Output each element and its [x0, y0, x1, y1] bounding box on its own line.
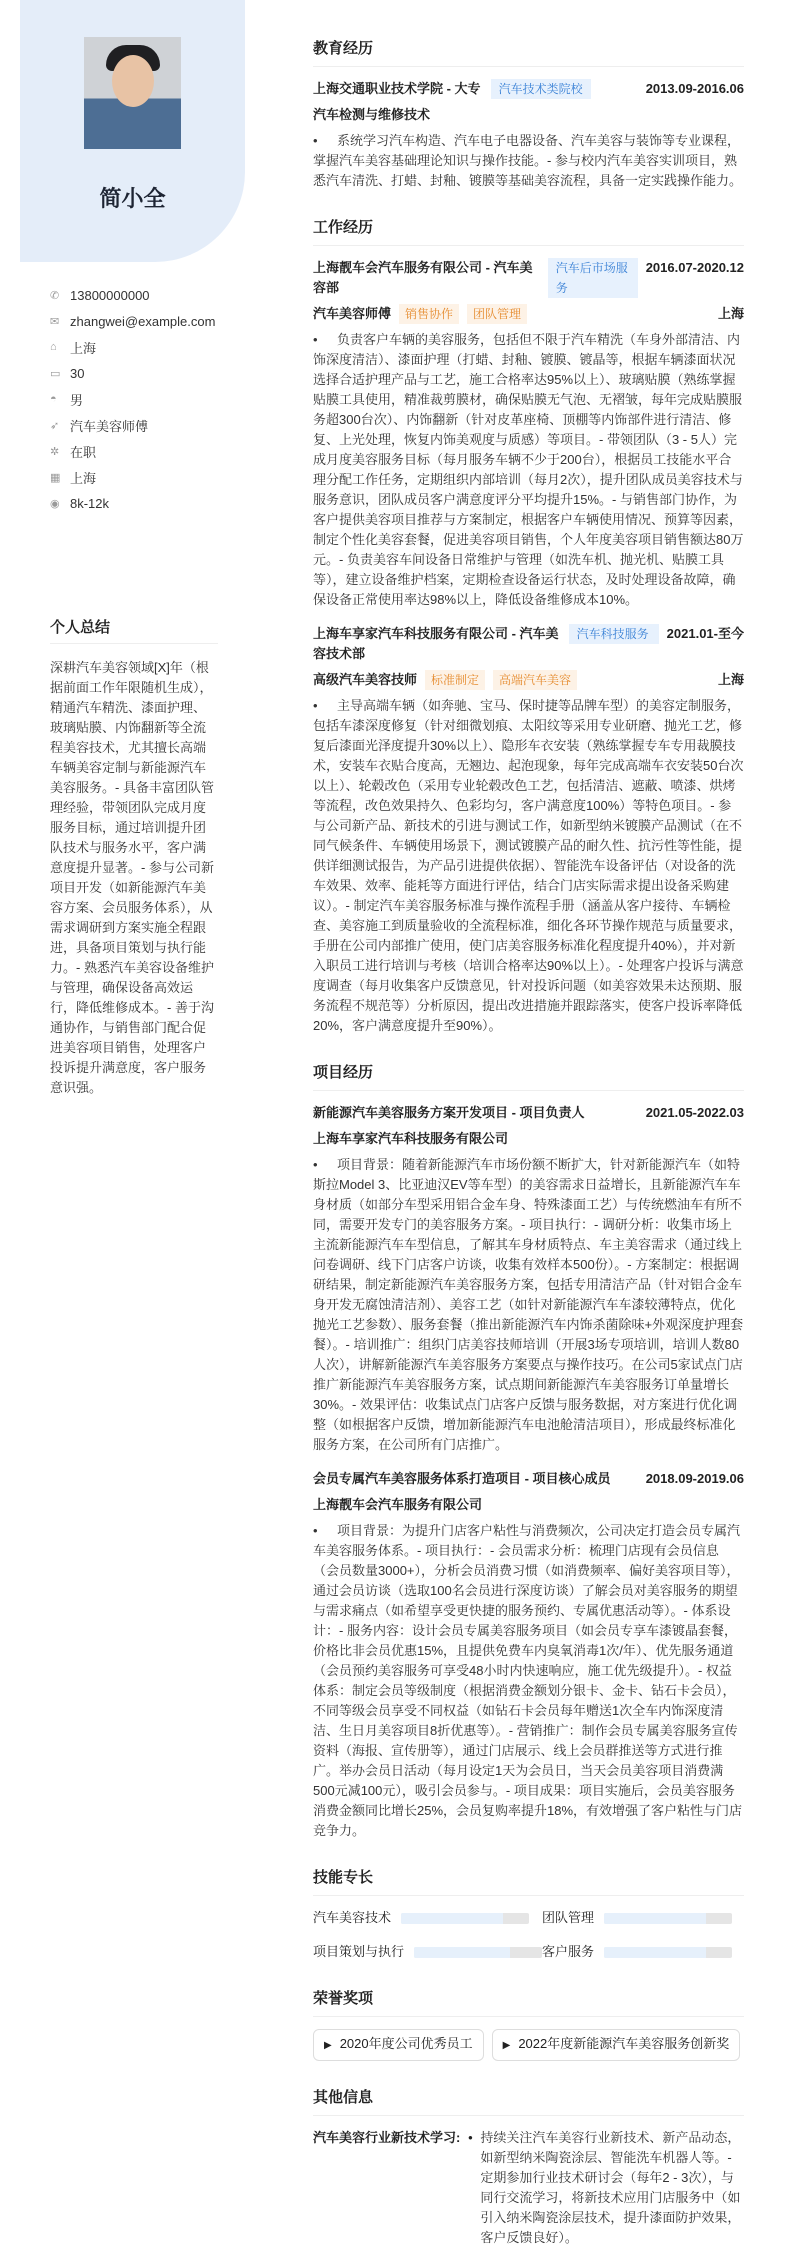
award-item — [492, 2029, 741, 2061]
project-row — [313, 1469, 744, 1489]
edu-date: 2013.09-2016.06 — [645, 81, 744, 96]
left-column — [50, 282, 218, 1098]
work-date: 2021.01-至今 — [666, 626, 744, 641]
project-entry — [313, 1469, 744, 1841]
project-company: 上海靓车会汽车服务有限公司 — [313, 1497, 483, 1512]
contact-list — [50, 282, 218, 516]
education-heading: 教育经历 — [313, 38, 744, 67]
work-city: 上海 — [717, 306, 744, 321]
award-name: 2022年度新能源汽车美容服务创新奖 — [518, 2036, 730, 2051]
contact-value: 上海 — [70, 470, 97, 486]
skills-grid — [313, 1908, 713, 1962]
awards-heading: 荣誉奖项 — [313, 1988, 744, 2017]
candidate-name: 简小全 — [99, 186, 166, 211]
industry-tag: 汽车科技服务 — [569, 624, 659, 644]
skill-level-bar — [401, 1913, 529, 1924]
projects-heading: 项目经历 — [313, 1062, 744, 1091]
summary-heading: 个人总结 — [50, 616, 218, 644]
skill-level-fill — [604, 1947, 706, 1958]
company-row — [313, 258, 744, 298]
skill-level-bar — [604, 1947, 732, 1958]
right-column — [313, 38, 744, 2248]
education-entry — [313, 79, 744, 191]
contact-value: 男 — [70, 392, 84, 408]
skill-name: 项目策划与执行 — [313, 1944, 405, 1959]
gender-icon: ◓ — [50, 393, 57, 405]
contact-value: zhangwei@example.com — [70, 313, 216, 329]
project-company-row — [313, 1129, 744, 1149]
project-desc — [313, 1521, 744, 1841]
work-date: 2016.07-2020.12 — [645, 260, 744, 275]
age-icon: ▭ — [50, 367, 61, 380]
bullet: • — [313, 1523, 318, 1538]
work-heading: 工作经历 — [313, 217, 744, 246]
skill-item — [313, 1942, 542, 1962]
skill-item — [542, 1942, 732, 1962]
job-title: 高级汽车美容技师 — [313, 672, 418, 687]
play-arrow-icon: ▶ — [502, 2040, 511, 2051]
desc-text: 主导高端车辆（如奔驰、宝马、保时捷等品牌车型）的美容定制服务，包括车漆深度修复（针对细微划痕、太阳纹等采用专业研磨、抛光工艺，修复后漆面光泽度提升30%以上）、隐形车衣安装（熟练掌握专车专用裁膜技术，安装车衣贴合度高，无翘边、起泡现象，每年完成高端车衣安装50台次以上）、轮毂改色（采用专业轮毂改色工艺，包括清洁、遮蔽、喷漆、烘烤等流程，改色效果持久、色彩均匀，客户满意度100%）等特色项目。- 参与公司新产品、新技术的引进与测试工作，如新型纳米镀膜产品测试（在不同气候条件、车辆使用场景下，测试镀膜产品的耐久性、抗污性等性能，提供详细测试报告，为产品引进提供依据）、智能洗车设备评估（对设备的洗车效果、效率、能耗等方面进行评估，结合门店实际需求提出设备采购建议）。- 制定汽车美容服务标准与操作流程手册（涵盖从客户接待、车辆检查、美容施工到质量验收的全流程标准，细化各环节操作规范与质量要求，手册在公司内部推广使用，使门店美容服务标准化程度提升40%），并对新入职员工进行培训与考核（培训合格率达90%以上）。- 处理客户投诉与满意度调查（每月收集客户反馈意见，针对投诉问题（如美容效果未达预期、服务流程不规范等）分析原因，提出改进措施并跟踪落实，使客户投诉率降低20%，客户满意度提升至90%）。 — [313, 698, 744, 1033]
award-item — [313, 2029, 484, 2061]
project-list — [313, 1103, 744, 1841]
school-tag: 汽车技术类院校 — [491, 79, 591, 99]
desc-text: 负责客户车辆的美容服务，包括但不限于汽车精洗（车身外部清洁、内饰深度清洁）、漆面护理（打蜡、封釉、镀膜、镀晶等，根据车辆漆面状况选择合适护理产品与工艺，施工合格率达95%以上）、玻璃贴膜（熟练掌握贴膜工具使用，精准裁剪膜材，确保贴膜无气泡、无褶皱，每年完成贴膜服务超300台次）、内饰翻新（针对皮革座椅、顶棚等内饰部件进行清洁、修复、上光处理，恢复内饰美观度与质感）等项目。- 带领团队（3 - 5人）完成月度美容服务目标（每月服务车辆不少于200台），根据员工技能水平合理分配工作任务，定期组织内部培训（每月2次），提升团队成员美容技术与服务意识，团队成员客户满意度评分平均提升15%。- 与销售部门协作，为客户提供美容项目推荐与方案制定，根据客户车辆使用情况、预算等因素，制定个性化美容套餐，促进美容项目销售，个人年度美容项目销售额达80万元。- 负责美容车间设备日常维护与管理（如洗车机、抛光机、贴膜工具等），建立设备维护档案，定期检查设备运行状态，及时处理设备故障，确保设备正常使用率达98%以上，降低设备维修成本10%。 — [313, 332, 744, 607]
other-desc: 持续关注汽车美容行业新技术、新产品动态，如新型纳米陶瓷涂层、智能洗车机器人等。- 定期参加行业技术研讨会（每年2 - 3次），与同行交流学习，将新技术应用门店服务中（如引入纳米陶瓷涂层技术，提升漆面防护效果，客户反馈良好）。 — [480, 2130, 741, 2245]
company-row — [313, 624, 744, 664]
contact-item — [50, 464, 218, 490]
industry-tag: 汽车后市场服务 — [548, 258, 638, 298]
skill-name: 团队管理 — [542, 1910, 595, 1925]
project-date: 2018.09-2019.06 — [645, 1471, 744, 1486]
contact-value: 上海 — [70, 340, 97, 356]
role-row — [313, 304, 744, 324]
skill-level-bar — [604, 1913, 732, 1924]
work-desc — [313, 330, 744, 610]
skills-heading: 技能专长 — [313, 1867, 744, 1896]
skill-level-bar — [414, 1947, 542, 1958]
contact-value: 在职 — [70, 444, 97, 460]
company-name: 上海靓车会汽车服务有限公司 - 汽车美容部 — [313, 260, 533, 295]
skill-name: 汽车美容技术 — [313, 1910, 392, 1925]
contact-item — [50, 412, 218, 438]
avatar — [84, 37, 181, 149]
project-row — [313, 1103, 744, 1123]
skill-tag: 团队管理 — [467, 304, 527, 324]
edu-desc: 系统学习汽车构造、汽车电子电器设备、汽车美容与装饰等专业课程，掌握汽车美容基础理论知识与操作技能。- 参与校内汽车美容实训项目，熟悉汽车清洗、打蜡、封釉、镀膜等基础美容流程，具备一定实践操作能力。 — [313, 133, 743, 188]
project-desc — [313, 1155, 744, 1455]
company-name: 上海车享家汽车科技服务有限公司 - 汽车美容技术部 — [313, 626, 559, 661]
job-title: 汽车美容师傅 — [313, 306, 392, 321]
salary-icon: ◉ — [50, 497, 60, 510]
home-icon: ⌂ — [50, 341, 57, 353]
mail-icon: ✉ — [50, 315, 60, 328]
contact-item — [50, 360, 218, 386]
job-icon: ➶ — [50, 419, 60, 432]
award-name: 2020年度公司优秀员工 — [339, 2036, 473, 2051]
contact-item — [50, 386, 218, 412]
skill-item — [313, 1908, 542, 1928]
skill-level-fill — [401, 1913, 503, 1924]
city-icon: ▦ — [50, 471, 61, 484]
skill-tag: 标准制定 — [425, 670, 485, 690]
project-entry — [313, 1103, 744, 1455]
contact-value: 汽车美容师傅 — [70, 418, 149, 434]
skill-name: 客户服务 — [542, 1944, 595, 1959]
work-desc — [313, 696, 744, 1036]
project-company-row — [313, 1495, 744, 1515]
skill-level-fill — [604, 1913, 706, 1924]
work-list — [313, 258, 744, 1036]
project-name: 新能源汽车美容服务方案开发项目 - 项目负责人 — [313, 1105, 585, 1120]
role-row — [313, 670, 744, 690]
other-entry — [313, 2128, 744, 2248]
project-company: 上海车享家汽车科技服务有限公司 — [313, 1131, 509, 1146]
other-label: 汽车美容行业新技术学习: — [313, 2130, 461, 2145]
awards-list — [313, 2029, 744, 2061]
bullet: • — [468, 2130, 473, 2145]
project-name: 会员专属汽车美容服务体系打造项目 - 项目核心成员 — [313, 1471, 611, 1486]
contact-item — [50, 490, 218, 516]
contact-item — [50, 308, 218, 334]
skill-level-fill — [414, 1947, 510, 1958]
play-arrow-icon: ▶ — [324, 2040, 332, 2051]
skill-item — [542, 1908, 732, 1928]
status-icon: ✲ — [50, 445, 60, 458]
skill-tag: 高端汽车美容 — [493, 670, 577, 690]
work-city: 上海 — [717, 672, 744, 687]
bullet: • — [313, 698, 318, 713]
work-entry — [313, 258, 744, 610]
skill-tag: 销售协作 — [399, 304, 459, 324]
summary-text: 深耕汽车美容领域[X]年（根据前面工作年限随机生成），精通汽车精洗、漆面护理、玻璃贴膜、内饰翻新等全流程美容技术，尤其擅长高端车辆美容定制与新能源汽车美容服务。- 具备丰富团队管理经验，带领团队完成月度服务目标，通过培训提升团队技术与服务水平，客户满意度提升显著。- 参与公司新项目开发（如新能源汽车美容方案、会员服务体系），从需求调研到方案实施全程跟进，具备项目策划与执行能力。- 熟悉汽车美容设备维护与管理，确保设备高效运行，降低维修成本。- 善于沟通协作，与销售部门配合促进美容项目销售，处理客户投诉提升满意度，客户服务意识强。 — [50, 660, 214, 1095]
desc-text: 项目背景：随着新能源汽车市场份额不断扩大，针对新能源汽车（如特斯拉Model 3、比亚迪汉EV等车型）的美容需求日益增长，且新能源汽车车身材质（如部分车型采用铝合金车身、特殊漆面工艺）与传统燃油车有所不同，需要开发专门的美容服务方案。- 项目执行：- 调研分析：收集市场上主流新能源汽车车型信息，了解其车身材质特点、车主美容需求（通过线上问卷调研、线下门店客户访谈，收集有效样本500份）。- 方案制定：根据调研结果，制定新能源汽车美容服务方案，包括专用清洁产品（针对铝合金车身开发无腐蚀清洁剂）、美容工艺（如针对新能源汽车车漆较薄特点，优化抛光工艺参数）、服务套餐（推出新能源汽车内饰杀菌除味+外观深度护理套餐）。- 培训推广：组织门店美容技师培训（开展3场专项培训，培训人数80人次），讲解新能源汽车美容服务方案要点与操作技巧。在公司5家试点门店推广新能源汽车美容服务方案，试点期间新能源汽车美容服务订单量增长30%。- 效果评估：收集试点门店客户反馈与服务数据，对方案进行优化调整（如根据客户反馈，增加新能源汽车电池舱清洁项目），形成最终标准化服务方案，在公司所有门店推广。 — [313, 1157, 744, 1452]
work-entry — [313, 624, 744, 1036]
contact-value: 13800000000 — [70, 287, 150, 303]
desc-text: 项目背景：为提升门店客户粘性与消费频次，公司决定打造会员专属汽车美容服务体系。- 项目执行：- 会员需求分析：梳理门店现有会员信息（会员数量3000+），分析会员消费习惯（如消费频率、偏好美容项目等），通过会员访谈（选取100名会员进行深度访谈）了解会员对美容服务的期望与需求痛点（如希望享受更快捷的服务预约、专属优惠活动等）。- 体系设计：- 服务内容：设计会员专属美容服务项目（如会员专享车漆镀晶套餐，价格比非会员优惠15%，且提供免费车内臭氧消毒1次/年）、优先服务通道（会员预约美容服务可享受48小时内快速响应，施工优先级提升）。- 权益体系：制定会员等级制度（根据消费金额划分银卡、金卡、钻石卡会员），不同等级会员享受不同权益（如钻石卡会员每年赠送1次全车内饰深度清洁、生日月美容项目8折优惠等）。- 营销推广：制作会员专属美容服务宣传资料（海报、宣传册等），通过门店展示、线上会员群推送等方式进行推广。举办会员日活动（每月设定1天为会员日，当天会员美容项目消费满500元减100元），吸引会员参与。- 项目成果：项目实施后，会员美容服务消费金额同比增长25%，会员复购率提升18%，有效增强了客户粘性与门店竞争力。 — [313, 1523, 743, 1838]
phone-icon: ✆ — [50, 289, 60, 302]
contact-item — [50, 334, 218, 360]
role-wrap — [313, 670, 577, 690]
bullet: • — [313, 332, 318, 347]
bullet: • — [313, 133, 318, 148]
other-heading: 其他信息 — [313, 2087, 744, 2116]
contact-value: 8k-12k — [70, 495, 110, 511]
contact-value: 30 — [70, 365, 85, 381]
contact-item — [50, 282, 218, 308]
project-date: 2021.05-2022.03 — [645, 1105, 744, 1120]
bullet: • — [313, 1157, 318, 1172]
contact-item — [50, 438, 218, 464]
role-wrap — [313, 304, 527, 324]
major: 汽车检测与维修技术 — [313, 107, 431, 122]
school-name: 上海交通职业技术学院 - 大专 — [313, 81, 481, 96]
